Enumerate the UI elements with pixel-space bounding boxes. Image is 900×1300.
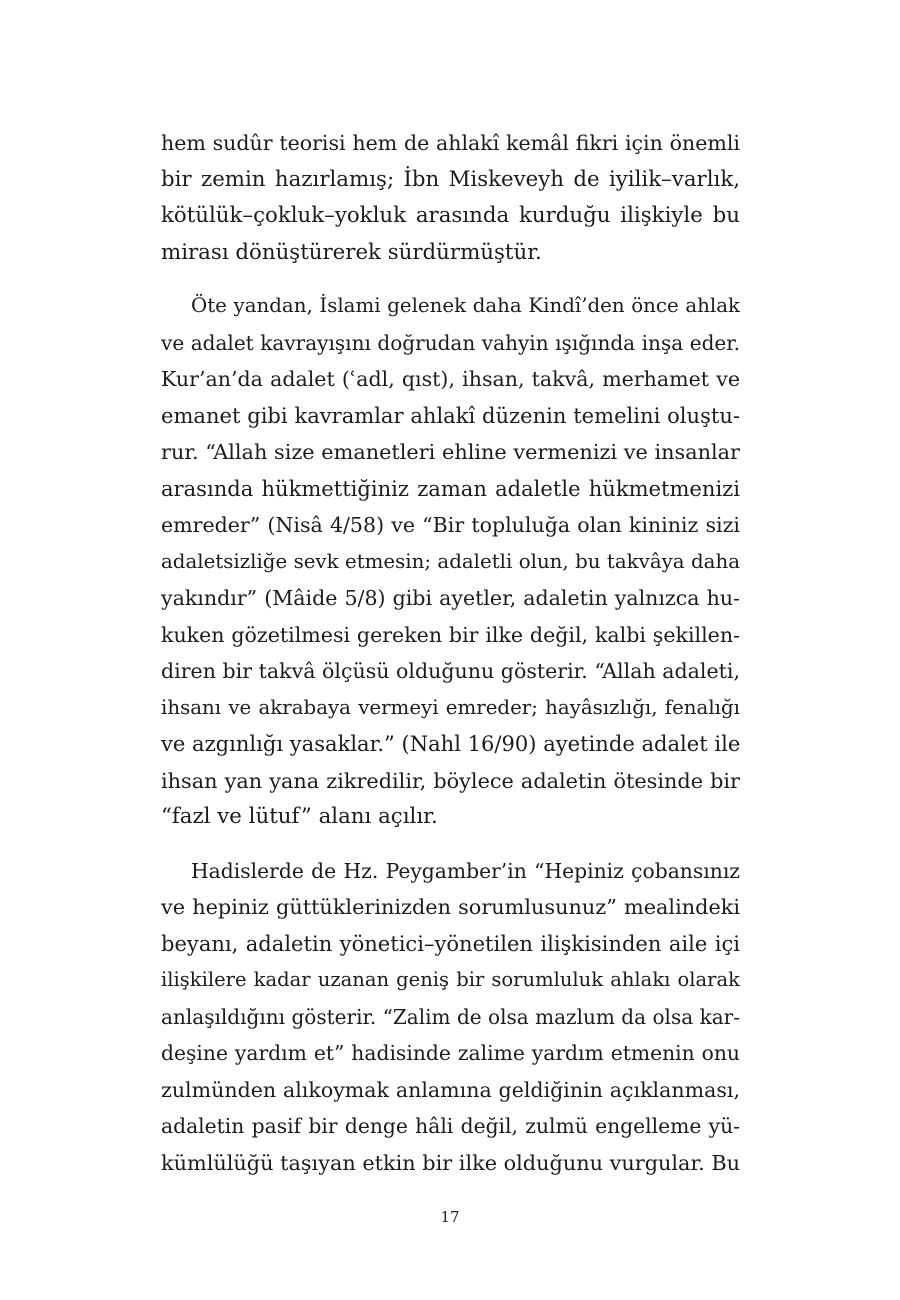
text-line: “fazl ve lütuf” alanı açılır.	[161, 804, 438, 829]
text-line: Kur’an’da adalet (ʿadl, qıst), ihsan, takvâ, merhamet ve	[161, 367, 740, 391]
text-line: ve azgınlığı yasaklar.” (Nahl 16/90) ayetinde adalet ile	[161, 731, 741, 756]
paragraph-2	[161, 288, 740, 836]
text-line: yakındır” (Mâide 5/8) gibi ayetler, adaletin yalnızca hu-	[161, 586, 740, 610]
text-line: rur. “Allah size emanetleri ehline vermenizi ve insanlar	[161, 440, 740, 464]
text-line: emreder” (Nisâ 4/58) ve “Bir topluluğa olan kininiz sizi	[161, 513, 740, 537]
text-line: kötülük–çokluk–yokluk arasında kurduğu ilişkiyle bu	[161, 203, 740, 228]
text-line: ve hepiniz güttüklerinizden sorumlusunuz” mealindeki	[161, 895, 740, 919]
text-line: diren bir takvâ ölçüsü olduğunu gösterir. “Allah adaleti,	[161, 659, 740, 683]
page-number: 17	[440, 1208, 460, 1226]
page-body	[161, 125, 740, 1181]
text-line: emanet gibi kavramlar ahlakî düzenin temelini oluştu-	[161, 402, 740, 428]
text-line: mirası dönüştürerek sürdürmüştür.	[161, 239, 542, 265]
text-line: deşine yardım et” hadisinde zalime yardım etmenin onu	[161, 1041, 740, 1065]
text-line: kuken gözetilmesi gereken bir ilke değil, kalbi şekillen-	[161, 622, 740, 647]
text-line: Hadislerde de Hz. Peygamber’in “Hepiniz çobansınız	[191, 858, 740, 883]
text-line: ilişkilere kadar uzanan geniş bir sorumluluk ahlakı olarak	[161, 968, 740, 991]
text-line: ve adalet kavrayışını doğrudan vahyin ışığında inşa eder.	[161, 330, 740, 355]
text-line: Öte yandan, İslami gelenek daha Kindî’den önce ahlak	[191, 294, 740, 317]
text-line: hem sudûr teorisi hem de ahlakî kemâl fikri için önemli	[161, 131, 740, 155]
text-line: ihsan yan yana zikredilir, böylece adaletin ötesinde bir	[161, 768, 740, 793]
text-line: zulmünden alıkoymak anlamına geldiğinin açıklanması,	[161, 1077, 740, 1102]
text-line: adaletin pasif bir denge hâli değil, zulmü engelleme yü-	[161, 1114, 740, 1138]
paragraph-1	[161, 125, 740, 271]
text-line: ihsanı ve akrabaya vermeyi emreder; hayâsızlığı, fenalığı	[161, 695, 740, 719]
text-line: bir zemin hazırlamış; İbn Miskeveyh de iyilik–varlık,	[161, 166, 740, 192]
paragraph-3	[161, 853, 740, 1182]
text-line: adaletsizliğe sevk etmesin; adaletli olun, bu takvâya daha	[161, 549, 740, 573]
text-line: anlaşıldığını gösterir. “Zalim de olsa mazlum da olsa kar-	[161, 1004, 740, 1029]
text-line: kümlülüğü taşıyan etkin bir ilke olduğunu vurgular. Bu	[161, 1150, 741, 1175]
text-line: arasında hükmettiğiniz zaman adaletle hükmetmenizi	[161, 475, 740, 501]
text-line: beyanı, adaletin yönetici–yönetilen ilişkisinden aile içi	[161, 930, 740, 956]
